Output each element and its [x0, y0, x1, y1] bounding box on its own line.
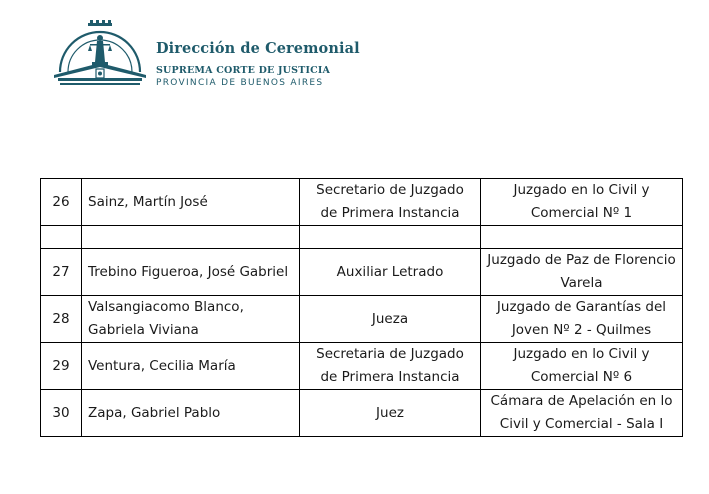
table-row — [41, 343, 683, 390]
position: Auxiliar Letrado — [300, 249, 481, 296]
court-unit: Juzgado en lo Civil y Comercial Nº 1 — [481, 179, 683, 226]
position: Secretaria de Juzgado de Primera Instancia — [300, 343, 481, 390]
position: Jueza — [300, 296, 481, 343]
court-unit: Juzgado de Paz de Florencio Varela — [481, 249, 683, 296]
court-unit: Juzgado en lo Civil y Comercial Nº 6 — [481, 343, 683, 390]
position — [300, 226, 481, 249]
person-name: Valsangiacomo Blanco, Gabriela Viviana — [82, 296, 300, 343]
province-name: PROVINCIA DE BUENOS AIRES — [156, 78, 324, 88]
table-row — [41, 179, 683, 226]
person-name — [82, 226, 300, 249]
org-name: Dirección de Ceremonial — [156, 40, 360, 57]
row-number: 26 — [41, 179, 82, 226]
table-row — [41, 226, 683, 249]
row-number: 30 — [41, 390, 82, 437]
person-name: Zapa, Gabriel Pablo — [82, 390, 300, 437]
table-row — [41, 390, 683, 437]
court-unit: Juzgado de Garantías del Joven Nº 2 - Quilmes — [481, 296, 683, 343]
court-logo-icon — [52, 20, 148, 90]
appointments-table — [40, 178, 683, 437]
position: Secretario de Juzgado de Primera Instancia — [300, 179, 481, 226]
court-unit — [481, 226, 683, 249]
table-row — [41, 249, 683, 296]
row-number: 27 — [41, 249, 82, 296]
table-row — [41, 296, 683, 343]
person-name: Trebino Figueroa, José Gabriel — [82, 249, 300, 296]
person-name: Sainz, Martín José — [82, 179, 300, 226]
court-unit: Cámara de Apelación en lo Civil y Comercial - Sala I — [481, 390, 683, 437]
row-number — [41, 226, 82, 249]
row-number: 29 — [41, 343, 82, 390]
position: Juez — [300, 390, 481, 437]
court-name: SUPREMA CORTE DE JUSTICIA — [156, 65, 331, 76]
person-name: Ventura, Cecilia María — [82, 343, 300, 390]
row-number: 28 — [41, 296, 82, 343]
organization-heading — [156, 40, 360, 88]
